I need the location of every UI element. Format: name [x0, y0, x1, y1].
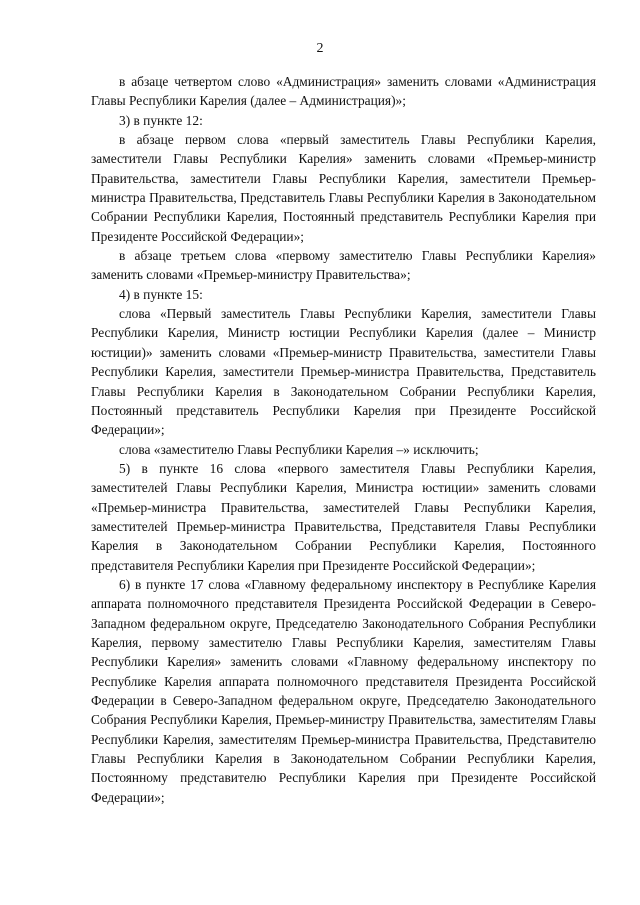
paragraph-item-3-abzac-1: в абзаце первом слова «первый заместитель Главы Республики Карелия, заместители Главы Республики Карелия» заменить словами «Премьер-министр Правительства, заместители Главы Республики Карелия, заместители Премьер-министра Правительства, Представитель Главы Республики Карелия в Законодательном Собрании Республики Карелия, Постоянный представитель Республики Карелия при Президенте Российской Федерации»;: [91, 132, 596, 244]
paragraph-item-4-exclude: слова «заместителю Главы Республики Карелия –» исключить;: [119, 441, 479, 457]
paragraph-abzac-4: в абзаце четвертом слово «Администрация» заменить словами «Администрация Главы Республики Карелия (далее – Администрация)»;: [91, 74, 596, 109]
paragraph-item-4-replace: слова «Первый заместитель Главы Республики Карелия, заместители Главы Республики Карелия, Министр юстиции Республики Карелия (далее – Министр юстиции)» заменить словами «Премьер-министр Правительства, заместители Главы Республики Карелия, заместители Премьер-министра Правительства, Представитель Главы Республики Карелия в Законодательном Собрании Республики Карелия, Постоянный представитель Республики Карелия при Президенте Российской Федерации»;: [91, 306, 596, 438]
paragraph-item-3: 3) в пункте 12:: [119, 112, 203, 128]
paragraph-item-4: 4) в пункте 15:: [119, 286, 203, 302]
document-body: [91, 72, 596, 807]
page-number: 2: [316, 41, 324, 56]
paragraph-item-3-abzac-3: в абзаце третьем слова «первому заместителю Главы Республики Карелия» заменить словами «Премьер-министру Правительства»;: [91, 248, 596, 283]
paragraph-item-5: 5) в пункте 16 слова «первого заместителя Главы Республики Карелия, заместителей Главы Республики Карелия, Министра юстиции» заменить словами «Премьер-министра Правительства, заместителей Главы Республики Карелия, заместителей Премьер-министра Правительства, Представителя Главы Республики Карелия в Законодательном Собрании Республики Карелия, Постоянного представителя Республики Карелия при Президенте Российской Федерации»;: [91, 460, 596, 573]
paragraph-item-6: 6) в пункте 17 слова «Главному федеральному инспектору в Республике Карелия аппарата полномочного представителя Президента Российской Федерации в Северо-Западном федеральном округе, Председателю Законодательного Собрания Республики Карелия, первому заместителю Главы Республики Карелия, заместителям Главы Республики Карелия» заменить словами «Главному федеральному инспектору по Республике Карелия аппарата полномочного представителя Президента Российской Федерации в Северо-Западном федеральном округе, Председателю Законодательного Собрания Республики Карелия, Премьер-министру Правительства, заместителям Главы Республики Карелия, заместителям Премьер-министра Правительства, Представителю Главы Республики Карелия в Законодательном Собрании Республики Карелия, Постоянному представителю Республики Карелия при Президенте Российской Федерации»;: [91, 576, 596, 805]
